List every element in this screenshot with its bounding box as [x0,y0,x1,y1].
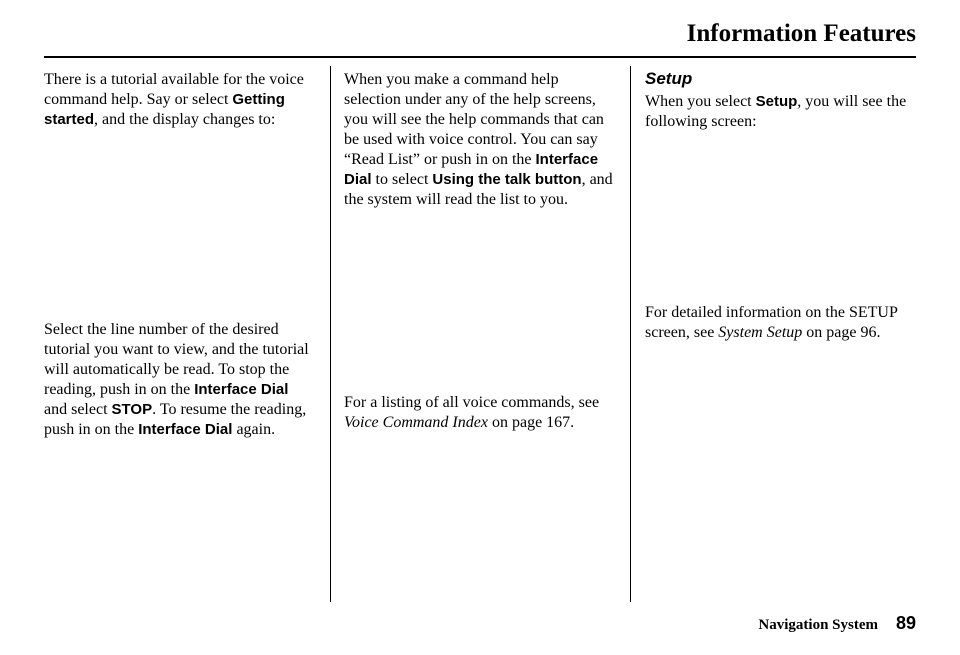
voice-command-index-reference: Voice Command Index [344,414,488,431]
text-run: For detailed information on the SETUP screen, see [645,304,898,341]
text-run: . To resume the reading, push in on the [44,401,307,438]
text-run: to select [371,171,433,188]
getting-started-term: Getting started [44,91,285,128]
stop-term: STOP [111,401,153,418]
page-number: 89 [895,613,916,633]
voice-command-index-paragraph [344,393,624,433]
command-help-paragraph [344,70,616,210]
text-run: There is a tutorial available for the voice command help. Say or select [44,71,304,108]
page-title: Information Features [686,20,916,47]
text-run: and select [44,401,112,418]
interface-dial-term: Interface Dial [344,151,599,188]
header-rule [44,56,916,58]
setup-intro-paragraph [645,92,915,132]
interface-dial-term: Interface Dial [138,421,233,438]
interface-dial-term: Interface Dial [194,381,289,398]
text-run: , you will see the following screen: [645,93,907,130]
setup-heading: Setup [645,69,693,88]
text-run: For a listing of all voice commands, see [344,394,600,411]
text-run: , and the display changes to: [94,111,276,128]
text-run: again. [232,421,276,438]
system-setup-reference: System Setup [718,324,803,341]
tutorial-instructions-paragraph [44,320,309,440]
setup-term: Setup [755,93,798,110]
text-run: Select the line number of the desired tutorial you want to view, and the tutorial will automatically be read. To stop the reading, push in on the [44,321,309,398]
column-divider-left [330,66,331,602]
text-run: , and the system will read the list to you. [344,171,613,208]
text-run: on page 167. [487,414,575,431]
using-talk-button-term: Using the talk button [432,171,582,188]
column-divider-right [630,66,631,602]
footer-label: Navigation System [758,617,878,633]
text-run: When you make a command help selection under any of the help screens, you will see the help commands that can be used with voice control. You can say “Read List” or push in on the [344,71,604,168]
text-run: on page 96. [802,324,881,341]
tutorial-intro-paragraph [44,70,304,130]
system-setup-reference-paragraph [645,303,917,343]
text-run: When you select [645,93,756,110]
